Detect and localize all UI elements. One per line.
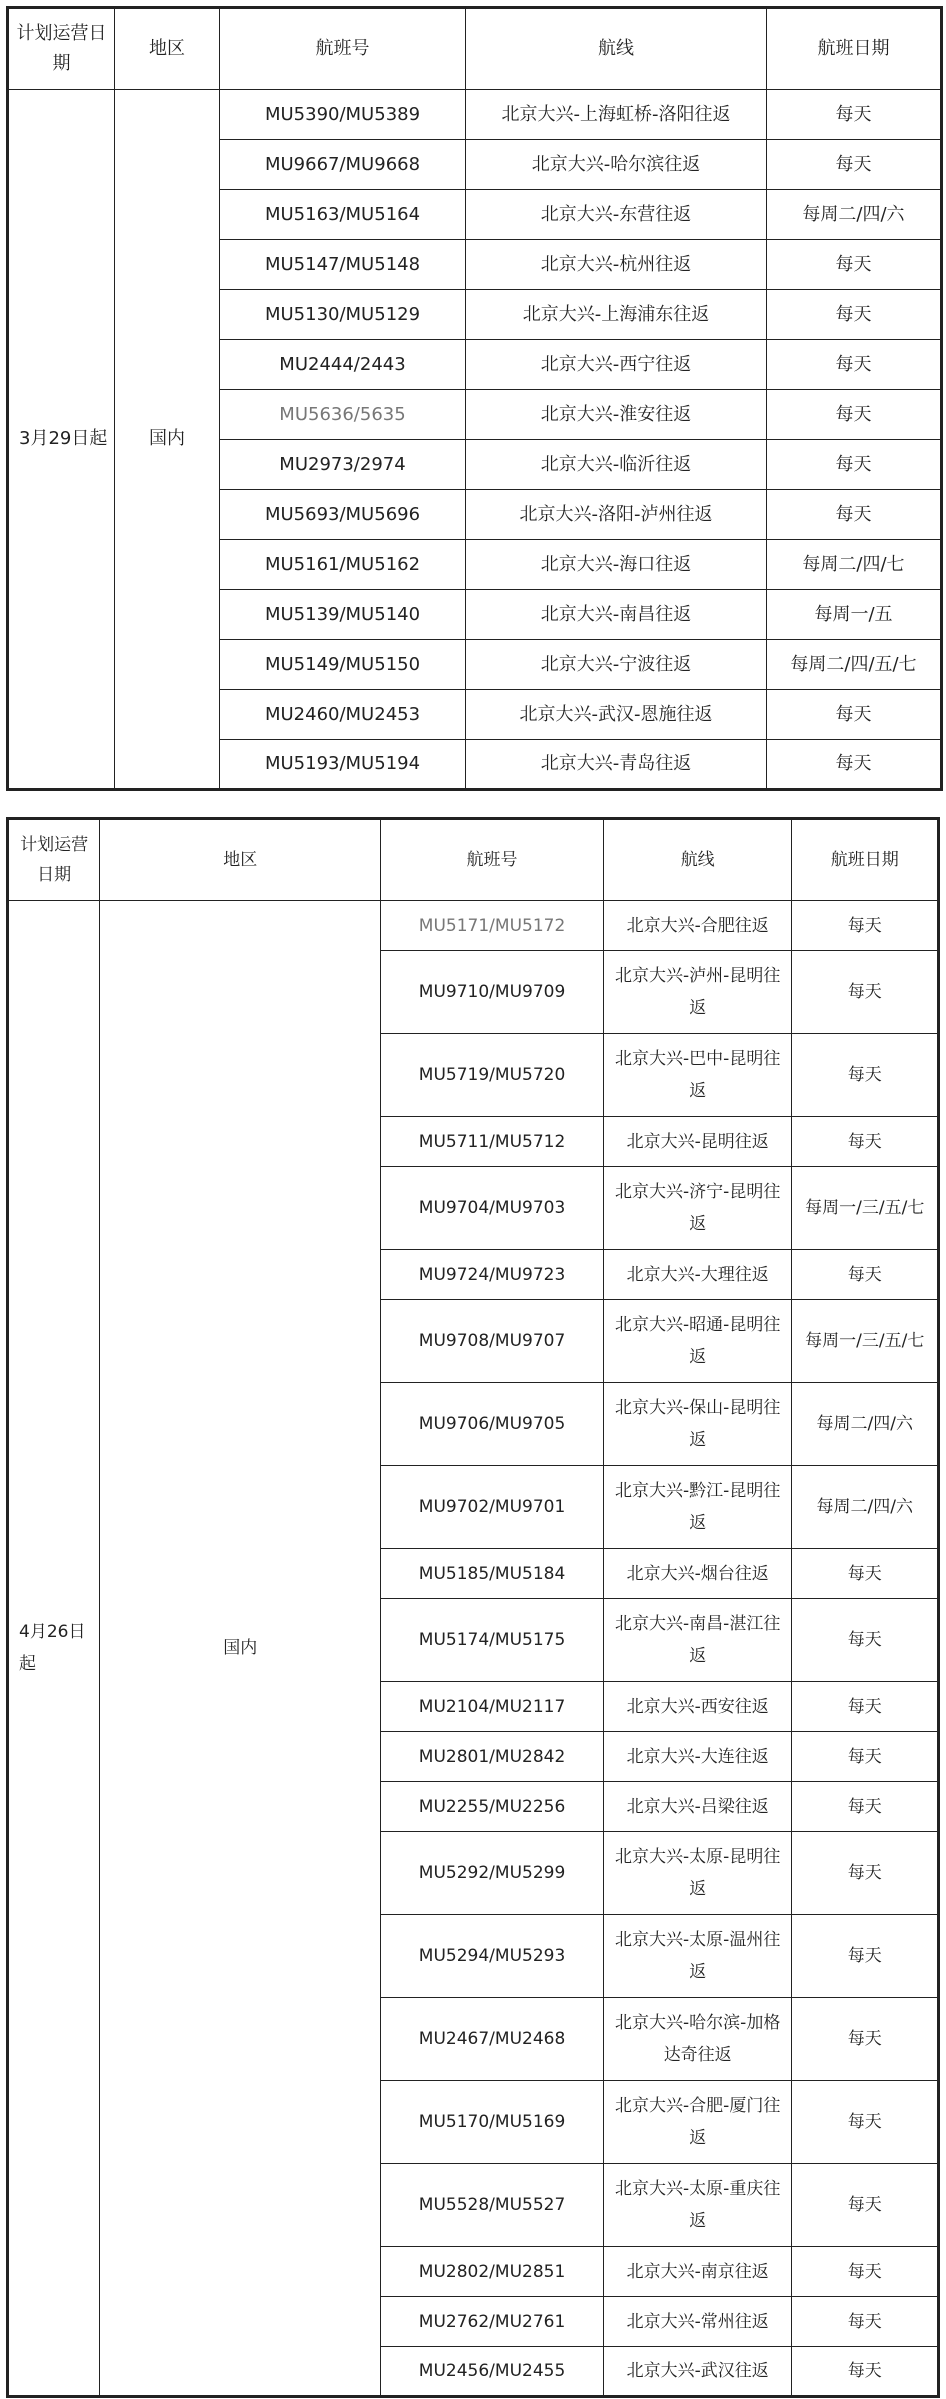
schedule: 每周一/三/五/七 bbox=[792, 1300, 939, 1383]
route: 北京大兴-青岛往返 bbox=[466, 740, 767, 790]
schedule: 每天 bbox=[792, 2081, 939, 2164]
flight-number: MU9704/MU9703 bbox=[381, 1167, 604, 1250]
route: 北京大兴-大理往返 bbox=[603, 1250, 792, 1300]
schedule: 每天 bbox=[767, 140, 942, 190]
flight-number: MU9667/MU9668 bbox=[220, 140, 466, 190]
schedule: 每天 bbox=[767, 290, 942, 340]
flight-number: MU5528/MU5527 bbox=[381, 2164, 604, 2247]
flight-number: MU5636/5635 bbox=[220, 390, 466, 440]
flight-number: MU5163/MU5164 bbox=[220, 190, 466, 240]
route: 北京大兴-济宁-昆明往返 bbox=[603, 1167, 792, 1250]
flight-number: MU2973/2974 bbox=[220, 440, 466, 490]
region-cell: 国内 bbox=[115, 90, 220, 790]
route: 北京大兴-上海虹桥-洛阳往返 bbox=[466, 90, 767, 140]
route: 北京大兴-烟台往返 bbox=[603, 1549, 792, 1599]
flight-number: MU5292/MU5299 bbox=[381, 1832, 604, 1915]
flight-number: MU2104/MU2117 bbox=[381, 1682, 604, 1732]
header-flight-no: 航班号 bbox=[381, 819, 604, 901]
route: 北京大兴-西安往返 bbox=[603, 1682, 792, 1732]
flight-number: MU5174/MU5175 bbox=[381, 1599, 604, 1682]
schedule: 每天 bbox=[792, 1549, 939, 1599]
schedule: 每天 bbox=[767, 490, 942, 540]
flight-table-apr26 bbox=[6, 817, 940, 2398]
schedule: 每周二/四/六 bbox=[792, 1383, 939, 1466]
schedule: 每天 bbox=[792, 2164, 939, 2247]
schedule: 每天 bbox=[767, 240, 942, 290]
header-route: 航线 bbox=[466, 8, 767, 90]
route: 北京大兴-太原-温州往返 bbox=[603, 1915, 792, 1998]
flight-number: MU2460/MU2453 bbox=[220, 690, 466, 740]
route: 北京大兴-武汉-恩施往返 bbox=[466, 690, 767, 740]
flight-number: MU9724/MU9723 bbox=[381, 1250, 604, 1300]
flight-number: MU5711/MU5712 bbox=[381, 1117, 604, 1167]
header-schedule: 航班日期 bbox=[792, 819, 939, 901]
route: 北京大兴-哈尔滨-加格达奇往返 bbox=[603, 1998, 792, 2081]
route: 北京大兴-杭州往返 bbox=[466, 240, 767, 290]
schedule: 每天 bbox=[792, 1782, 939, 1832]
route: 北京大兴-太原-昆明往返 bbox=[603, 1832, 792, 1915]
route: 北京大兴-海口往返 bbox=[466, 540, 767, 590]
table-row bbox=[8, 90, 942, 140]
schedule: 每天 bbox=[792, 1682, 939, 1732]
route: 北京大兴-西宁往返 bbox=[466, 340, 767, 390]
flight-number: MU2444/2443 bbox=[220, 340, 466, 390]
flight-number: MU5171/MU5172 bbox=[381, 901, 604, 951]
route: 北京大兴-常州往返 bbox=[603, 2297, 792, 2347]
route: 北京大兴-保山-昆明往返 bbox=[603, 1383, 792, 1466]
route: 北京大兴-宁波往返 bbox=[466, 640, 767, 690]
flight-number: MU9708/MU9707 bbox=[381, 1300, 604, 1383]
date-cell: 3月29日起 bbox=[8, 90, 115, 790]
route: 北京大兴-合肥-厦门往返 bbox=[603, 2081, 792, 2164]
flight-number: MU5147/MU5148 bbox=[220, 240, 466, 290]
flight-number: MU5693/MU5696 bbox=[220, 490, 466, 540]
schedule: 每天 bbox=[792, 1599, 939, 1682]
flight-number: MU5139/MU5140 bbox=[220, 590, 466, 640]
flight-number: MU2456/MU2455 bbox=[381, 2347, 604, 2397]
schedule: 每天 bbox=[767, 690, 942, 740]
schedule: 每天 bbox=[792, 901, 939, 951]
schedule: 每周二/四/七 bbox=[767, 540, 942, 590]
route: 北京大兴-上海浦东往返 bbox=[466, 290, 767, 340]
header-date: 计划运营日期 bbox=[8, 8, 115, 90]
route: 北京大兴-南京往返 bbox=[603, 2247, 792, 2297]
route: 北京大兴-哈尔滨往返 bbox=[466, 140, 767, 190]
flight-number: MU2802/MU2851 bbox=[381, 2247, 604, 2297]
table-row bbox=[8, 901, 939, 951]
schedule: 每天 bbox=[792, 2247, 939, 2297]
flight-number: MU2467/MU2468 bbox=[381, 1998, 604, 2081]
header-schedule: 航班日期 bbox=[767, 8, 942, 90]
route: 北京大兴-巴中-昆明往返 bbox=[603, 1034, 792, 1117]
schedule: 每天 bbox=[767, 340, 942, 390]
route: 北京大兴-东营往返 bbox=[466, 190, 767, 240]
flight-number: MU5390/MU5389 bbox=[220, 90, 466, 140]
schedule: 每天 bbox=[792, 2347, 939, 2397]
schedule: 每周二/四/六 bbox=[792, 1466, 939, 1549]
flight-number: MU5130/MU5129 bbox=[220, 290, 466, 340]
schedule: 每天 bbox=[792, 1034, 939, 1117]
flight-number: MU5149/MU5150 bbox=[220, 640, 466, 690]
flight-number: MU9710/MU9709 bbox=[381, 951, 604, 1034]
flight-table-mar29 bbox=[6, 6, 943, 791]
schedule: 每周二/四/六 bbox=[767, 190, 942, 240]
route: 北京大兴-黔江-昆明往返 bbox=[603, 1466, 792, 1549]
flight-number: MU5719/MU5720 bbox=[381, 1034, 604, 1117]
header-route: 航线 bbox=[603, 819, 792, 901]
date-cell: 4月26日起 bbox=[8, 901, 100, 2397]
flight-number: MU2255/MU2256 bbox=[381, 1782, 604, 1832]
header-flight-no: 航班号 bbox=[220, 8, 466, 90]
schedule: 每天 bbox=[767, 90, 942, 140]
schedule: 每天 bbox=[792, 951, 939, 1034]
schedule: 每天 bbox=[792, 1250, 939, 1300]
flight-number: MU9706/MU9705 bbox=[381, 1383, 604, 1466]
flight-number: MU2762/MU2761 bbox=[381, 2297, 604, 2347]
schedule: 每天 bbox=[792, 2297, 939, 2347]
flight-number: MU5161/MU5162 bbox=[220, 540, 466, 590]
route: 北京大兴-吕梁往返 bbox=[603, 1782, 792, 1832]
flight-number: MU2801/MU2842 bbox=[381, 1732, 604, 1782]
schedule: 每天 bbox=[792, 1915, 939, 1998]
route: 北京大兴-南昌往返 bbox=[466, 590, 767, 640]
route: 北京大兴-临沂往返 bbox=[466, 440, 767, 490]
route: 北京大兴-大连往返 bbox=[603, 1732, 792, 1782]
route: 北京大兴-淮安往返 bbox=[466, 390, 767, 440]
route: 北京大兴-南昌-湛江往返 bbox=[603, 1599, 792, 1682]
route: 北京大兴-武汉往返 bbox=[603, 2347, 792, 2397]
schedule: 每天 bbox=[792, 1998, 939, 2081]
schedule: 每天 bbox=[767, 740, 942, 790]
flight-number: MU5170/MU5169 bbox=[381, 2081, 604, 2164]
route: 北京大兴-洛阳-泸州往返 bbox=[466, 490, 767, 540]
table-header-row bbox=[8, 8, 942, 90]
schedule: 每天 bbox=[792, 1117, 939, 1167]
header-region: 地区 bbox=[100, 819, 381, 901]
schedule: 每周二/四/五/七 bbox=[767, 640, 942, 690]
schedule: 每天 bbox=[792, 1832, 939, 1915]
schedule: 每天 bbox=[792, 1732, 939, 1782]
schedule: 每天 bbox=[767, 440, 942, 490]
flight-number: MU9702/MU9701 bbox=[381, 1466, 604, 1549]
region-cell: 国内 bbox=[100, 901, 381, 2397]
flight-number: MU5193/MU5194 bbox=[220, 740, 466, 790]
route: 北京大兴-昆明往返 bbox=[603, 1117, 792, 1167]
header-region: 地区 bbox=[115, 8, 220, 90]
route: 北京大兴-太原-重庆往返 bbox=[603, 2164, 792, 2247]
route: 北京大兴-昭通-昆明往返 bbox=[603, 1300, 792, 1383]
flight-number: MU5185/MU5184 bbox=[381, 1549, 604, 1599]
schedule: 每周一/三/五/七 bbox=[792, 1167, 939, 1250]
flight-number: MU5294/MU5293 bbox=[381, 1915, 604, 1998]
table-header-row bbox=[8, 819, 939, 901]
schedule: 每天 bbox=[767, 390, 942, 440]
route: 北京大兴-合肥往返 bbox=[603, 901, 792, 951]
route: 北京大兴-泸州-昆明往返 bbox=[603, 951, 792, 1034]
schedule: 每周一/五 bbox=[767, 590, 942, 640]
header-date: 计划运营日期 bbox=[8, 819, 100, 901]
